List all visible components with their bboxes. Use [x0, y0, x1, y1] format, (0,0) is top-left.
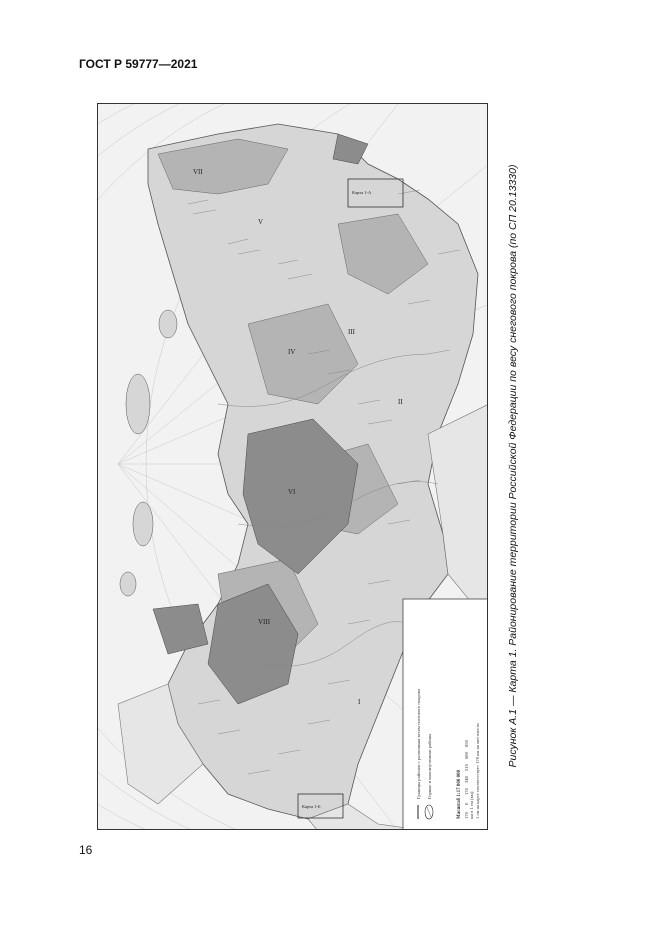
zone-label-V: V: [258, 218, 264, 226]
figure-caption-text: Рисунок А.1 — Карта 1. Районирование территории Российской Федерации по весу снегового покрова (по СП 20.13330): [507, 164, 519, 768]
svg-text:Карта 1-Б: Карта 1-Б: [302, 804, 321, 809]
legend-box: [403, 599, 488, 830]
svg-text:170: 170: [464, 812, 469, 819]
legend-line-item: Границы районов с различным весом снегового покрова: [416, 688, 421, 799]
zone-label-II: II: [398, 398, 403, 406]
scale-note: 1 см на карте соответствует 170 км на местности: [475, 723, 480, 819]
svg-text:340: 340: [464, 776, 469, 783]
map-svg: [98, 104, 488, 830]
svg-text:Карта 1-А: Карта 1-А: [352, 190, 372, 195]
scale-unit-note: км в 1 см (км): [469, 791, 474, 819]
svg-text:680: 680: [464, 752, 469, 759]
zone-label-VII: VII: [193, 168, 203, 176]
legend-mountain-item: Горные и малоизученные районы: [427, 733, 432, 799]
zone-label-I: I: [358, 698, 361, 706]
zone-label-VIII: VIII: [258, 618, 271, 626]
page-number: 16: [79, 843, 93, 857]
snow-load-map: [97, 103, 488, 830]
document-header: ГОСТ Р 59777—2021: [79, 57, 198, 71]
svg-text:850: 850: [464, 740, 469, 747]
legend-scale: Масштаб 1:17 000 000: [457, 769, 462, 819]
zone-label-VI: VI: [288, 488, 296, 496]
zone-label-III: III: [348, 328, 355, 336]
svg-text:0: 0: [464, 802, 469, 805]
zone-label-IV: IV: [288, 348, 296, 356]
svg-text:510: 510: [464, 764, 469, 771]
svg-text:170: 170: [464, 788, 469, 795]
